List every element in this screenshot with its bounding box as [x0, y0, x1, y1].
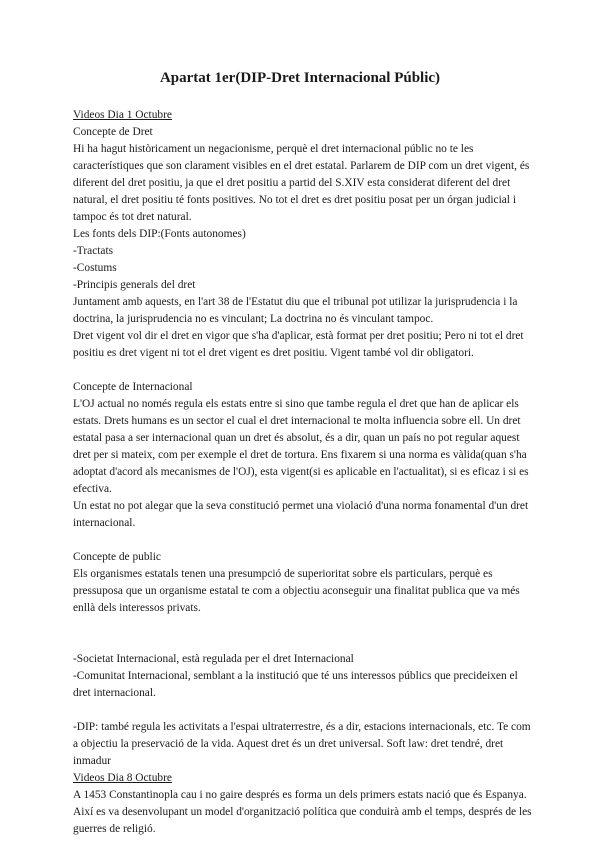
- list-item: -Costums: [73, 262, 117, 274]
- section-heading: Videos Dia 8 Octubre: [73, 772, 172, 784]
- list-item: -Comunitat Internacional, semblant a la institució que té uns interessos públics que precideixen el dret internacional.: [73, 670, 518, 699]
- document-body: [73, 107, 533, 838]
- paragraph: Els organismes estatals tenen una presumpció de superioritat sobre els particulars, perquè es pressuposa que un organisme estatal te com a objectiu aconseguir una finalitat publica que va més enllà dels interessos privats.: [73, 568, 520, 614]
- list-item: -Societat Internacional, està regulada per el dret Internacional: [73, 653, 354, 665]
- list-item: -Tractats: [73, 245, 114, 257]
- document-title: Apartat 1er(DIP-Dret Internacional Públic): [159, 70, 441, 86]
- list-item: -Principis generals del dret: [73, 279, 196, 291]
- paragraph: A 1453 Constantinopla cau i no gaire després es forma un dels primers estats nació que és Espanya. Així es va desenvolupant un model d'organització política que conduirà amb el temps, després de les guerres de religió.: [73, 789, 532, 835]
- paragraph: Un estat no pot alegar que la seva constitució permet una violació d'una norma fonamental d'un dret internacional.: [73, 500, 529, 529]
- paragraph: Concepte de Internacional: [73, 381, 193, 393]
- paragraph: Concepte de Dret: [73, 126, 153, 138]
- paragraph: Dret vigent vol dir el dret en vigor que s'ha d'aplicar, està format per dret positiu; Pero ni tot el dret positiu es dret vigent ni tot el dret vigent es dret positiu. Vigent també vol dir obligatori.: [73, 330, 524, 359]
- paragraph: Concepte de public: [73, 551, 161, 563]
- paragraph: Juntament amb aquests, en l'art 38 de l'Estatut diu que el tribunal pot utilizar la jurisprudencia i la doctrina, la jurisprudencia no es vinculant; La doctrina no és vinculant tampoc.: [73, 296, 518, 325]
- paragraph: Les fonts dels DIP:(Fonts autonomes): [73, 228, 246, 240]
- section-heading: Videos Dia 1 Octubre: [73, 109, 172, 121]
- blank-line: [73, 532, 533, 549]
- paragraph: -DIP: també regula les activitats a l'espai ultraterrestre, és a dir, estacions internacionals, etc. Te com a objectiu la preservació de la vida. Aquest dret és un dret universal. Soft law: dret tendré, dret inmadur: [73, 721, 531, 767]
- blank-line: [73, 634, 533, 651]
- blank-line: [73, 702, 533, 719]
- blank-line: [73, 362, 533, 379]
- blank-line: [73, 617, 533, 634]
- paragraph: L'OJ actual no només regula els estats entre si sino que tambe regula el dret que han de aplicar els estats. Drets humans es un sector el cual el dret internacional te molta influencia sobre ell. Un dret estatal pasa a ser internacional quan un dret és absolut, és a dir, quan un país no pot regular aquest dret per si mateix, com per exemple el dret de tortura. Ens fixarem si una norma es vàlida(quan s'ha adoptat d'acord als mecanismes de l'OJ), esta vigent(si es aplicable en l'actualitat), si es eficaz i si es efectiva.: [73, 398, 529, 495]
- paragraph: Hi ha hagut històricament un negacionisme, perquè el dret internacional públic no te les característiques que son clarament visibles en el dret estatal. Parlarem de DIP com un dret vigent, és diferent del dret positiu, ja que el dret positiu a partid del S.XIV esta considerat diferent del dret natural, el dret positiu té fonts positives. No tot el dret es dret positiu posat per un órgan judicial i tampoc és tot dret natural.: [73, 143, 530, 223]
